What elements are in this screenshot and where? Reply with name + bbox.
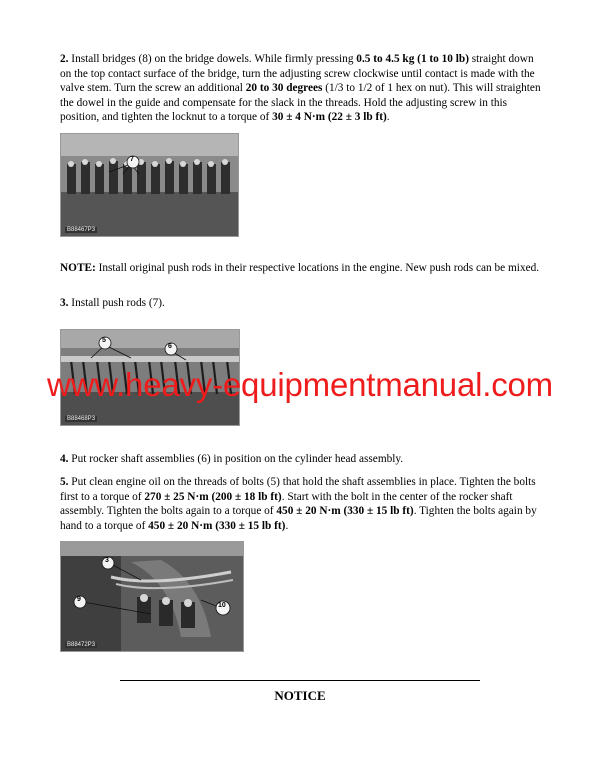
callout-5: 5 — [102, 337, 106, 344]
step-5-paragraph: 5. Put clean engine oil on the threads of bolts (5) that hold the shaft assemblies in place. Tighten the bolts first to a torque of 270 ± 25 N·m (200 ± 18 lb ft). Start with the bolt in the center of the rocker shaft assembly. Tighten the bolts again to a torque of 450 ± 20 N·m (330 ± 15 lb ft). Tighten the bolts again by hand to a torque of 450 ± 20 N·m (330 ± 15 lb ft). — [60, 476, 537, 532]
photo-code: B88472P3 — [67, 642, 96, 648]
watermark-url: www.heavy-equipmentmanual.com — [47, 366, 553, 403]
step-number: 4. — [60, 453, 69, 465]
step-number: 2. — [60, 53, 69, 65]
notice-heading: NOTICE — [274, 688, 326, 703]
callout-9: 9 — [77, 596, 81, 603]
step-number: 5. — [60, 476, 69, 488]
step-number: 3. — [60, 297, 69, 309]
note-paragraph: NOTE: Install original push rods in their respective locations in the engine. New push rods can be mixed. — [60, 262, 540, 274]
note-label: NOTE: — [60, 262, 96, 274]
callout-3: 3 — [105, 557, 109, 564]
callout-6: 6 — [168, 343, 172, 350]
step-4-paragraph: 4. Put rocker shaft assemblies (6) in position on the cylinder head assembly. — [60, 453, 404, 465]
photo-code: B88468P3 — [67, 416, 96, 422]
callout-7: 7 — [130, 156, 134, 163]
photo-code: B88467P3 — [67, 227, 96, 233]
section-divider — [120, 680, 480, 681]
callout-10: 10 — [218, 602, 226, 609]
engine-photo-bridges — [60, 133, 239, 237]
step-3-paragraph: 3. Install push rods (7). — [60, 297, 165, 309]
engine-photo-rocker-shaft — [60, 541, 244, 652]
step-2-paragraph: 2. Install bridges (8) on the bridge dowels. While firmly pressing 0.5 to 4.5 kg (1 to 10 lb) straight down on the top contact surface of the bridge, turn the adjusting screw clockwise until contact is made with the valve stem. Turn the screw an additional 20 to 30 degrees (1/3 to 1/2 of 1 hex on nut). This will straighten the dowel in the guide and compensate for the slack in the threads. Hold the adjusting screw in this position, and tighten the locknut to a torque of 30 ± 4 N·m (22 ± 3 lb ft). — [60, 53, 541, 123]
